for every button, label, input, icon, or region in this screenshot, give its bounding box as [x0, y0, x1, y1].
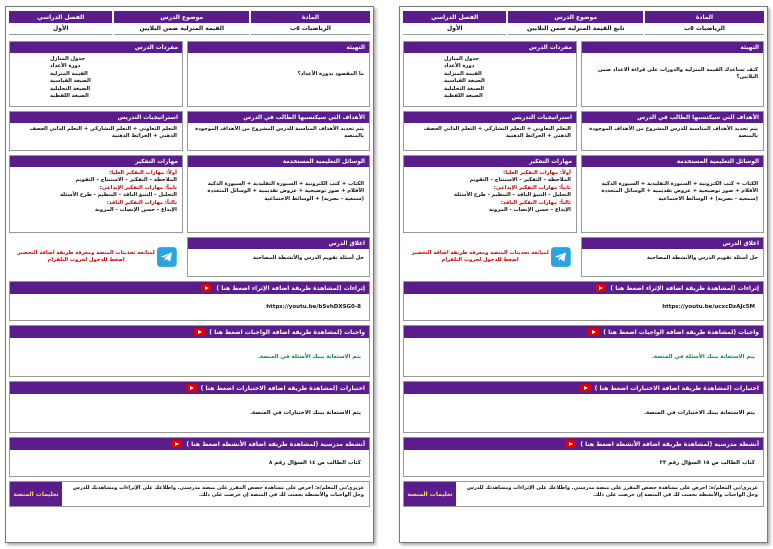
telegram-text[interactable]: لمتابعة تحديثات المنصة ومعرفة طريقة اضافة التحضير اضغط للدخول لجروب التلقرام — [17, 250, 155, 263]
closing-text: حل أسئلة تقويم الدرس والأنشطة المصاحبة — [252, 255, 364, 261]
youtube-icon[interactable] — [194, 328, 205, 336]
objectives-title: الأهداف التي سيكتسبها الطالب في الدرس — [582, 112, 763, 123]
enrichment-section — [403, 281, 764, 321]
subject-label: المادة — [645, 11, 764, 23]
intro-title: التهيئة — [188, 42, 369, 53]
tests-section — [9, 381, 370, 433]
enrichment-title[interactable] — [404, 282, 763, 294]
thinking-heading-3: ثالثاً: مهارات التفكير الناقد: — [106, 199, 177, 206]
topic-label: موضوع الدرس — [508, 11, 643, 23]
tests-text: يتم الاستعانة ببنك الاختبارات في المنصة. — [643, 410, 755, 416]
thinking-text-3: الإبداع – حسن الإنصات - المرونة — [94, 207, 177, 214]
vocab-item: جدول المنازل — [50, 56, 86, 62]
objectives-text: يتم تحديد الأهداف المناسبة للدرس المشروح من الأهداف الموجودة بالمنصة — [195, 126, 364, 140]
header-table — [9, 11, 370, 35]
activities-body — [404, 450, 763, 476]
homework-title[interactable] — [404, 326, 763, 338]
homework-title-text: واجبات (لمشاهدة طريقة اضافة الواجبات اضغط هنا ) — [209, 328, 365, 336]
vocab-item: الصيغة اللفظية — [50, 93, 89, 100]
aids-title: الوسائل التعليمية المستخدمة — [188, 156, 369, 167]
thinking-heading-1: أولاً: مهارات التفكير العليا: — [109, 170, 177, 176]
lesson-plan-page-right — [399, 6, 768, 543]
thinking-body — [404, 167, 576, 217]
enrichment-body — [404, 294, 763, 320]
objectives-text: يتم تحديد الأهداف المناسبة للدرس المشروح من الأهداف الموجودة بالمنصة — [589, 126, 758, 140]
vocab-item: الصيغة القياسية — [444, 78, 485, 85]
vocab-item: القيمة المنزلية — [444, 70, 482, 77]
tests-body — [10, 394, 369, 432]
strategies-title: استراتيجيات التدريس — [10, 112, 182, 123]
thinking-body — [10, 167, 182, 217]
vocab-list — [404, 53, 576, 103]
vocab-list — [10, 53, 182, 103]
homework-title[interactable] — [10, 326, 369, 338]
term-value: الأول — [9, 23, 112, 35]
thinking-heading-2: ثانياً: مهارات التفكير الإبداعي: — [99, 184, 177, 191]
intro-text: ما المقصود بدورة الأعداد؟ — [297, 71, 364, 77]
tests-body — [404, 394, 763, 432]
topic-value: تابع القيمة المنزلية ضمن البلايين — [508, 23, 643, 35]
thinking-text-3: الإبداع – حسن الإنصات - المرونة — [488, 207, 571, 214]
intro-title: التهيئة — [582, 42, 763, 53]
thinking-title: مهارات التفكير — [404, 156, 576, 167]
closing-box — [581, 237, 764, 277]
vocab-title: مفردات الدرس — [10, 42, 182, 53]
enrichment-title[interactable] — [10, 282, 369, 294]
header-table — [403, 11, 764, 35]
vocab-item: الصيغة التحليلية — [444, 85, 485, 92]
tests-section — [403, 381, 764, 433]
instructions-text: عزيزي/تي المعلم/ة: احرص على مشاهدة حصص المقرر على منصة مدرستي. واطلاعك على الإثراءات ومشاهدتك للدرس وحل الواجبات والأنشطة يحسب لك في المنصة إن حرصت على ذلك. — [72, 485, 364, 498]
youtube-icon[interactable] — [565, 440, 576, 448]
thinking-box — [9, 155, 183, 233]
thinking-heading-3: ثالثاً: مهارات التفكير الناقد: — [500, 199, 571, 206]
enrichment-section — [9, 281, 370, 321]
thinking-box — [403, 155, 577, 233]
aids-box — [581, 155, 764, 233]
activities-text: كتاب الطالب ص ١٤ السؤال رقم ٨ — [268, 460, 361, 466]
thinking-text-1: الملاحظة – التفكير – الاستنتاج – التقويم — [75, 177, 177, 184]
activities-title-text: أنشطة مدرسية (لمشاهدة طريقة اضافة الأنشطة اضغط هنا ) — [580, 440, 759, 448]
homework-section — [403, 325, 764, 377]
thinking-heading-2: ثانياً: مهارات التفكير الإبداعي: — [493, 184, 571, 191]
youtube-icon[interactable] — [171, 440, 182, 448]
vocab-item: الصيغة القياسية — [50, 78, 91, 85]
telegram-promo[interactable] — [403, 237, 577, 277]
activities-title-text: أنشطة مدرسية (لمشاهدة طريقة اضافة الأنشطة اضغط هنا ) — [186, 440, 365, 448]
objectives-box — [187, 111, 370, 151]
homework-text: يتم الاستعانة ببنك الأسئلة في المنصة. — [651, 354, 755, 360]
telegram-promo[interactable] — [9, 237, 183, 277]
closing-title: اغلاق الدرس — [582, 238, 763, 249]
homework-title-text: واجبات (لمشاهدة طريقة اضافة الواجبات اضغط هنا ) — [603, 328, 759, 336]
instructions-badge: تعليمات المنصة — [404, 482, 456, 506]
closing-title: اغلاق الدرس — [188, 238, 369, 249]
subject-label: المادة — [251, 11, 370, 23]
platform-instructions — [9, 481, 370, 507]
closing-text: حل أسئلة تقويم الدرس والأنشطة المصاحبة — [646, 255, 758, 261]
youtube-icon[interactable] — [595, 284, 606, 292]
youtube-icon[interactable] — [588, 328, 599, 336]
tests-title[interactable] — [10, 382, 369, 394]
vocab-item: القيمة المنزلية — [50, 70, 88, 77]
tests-title-text: اختبارات (لمشاهدة طريقة اضافة الاختبارات اضغط هنا ) — [200, 384, 365, 392]
enrichment-link[interactable]: https://youtu.be/bSvhDXSG0-8 — [266, 304, 361, 310]
vocab-box — [403, 41, 577, 107]
activities-section — [403, 437, 764, 477]
lesson-plan-page-left — [5, 6, 374, 543]
subject-value: الرياضيات ٥ب — [251, 23, 370, 35]
enrichment-title-text: إثراءات (لمشاهدة طريقة اضافة الإثراء اضغط هنا ) — [216, 284, 365, 292]
tests-text: يتم الاستعانة ببنك الاختبارات في المنصة. — [249, 410, 361, 416]
activities-title[interactable] — [10, 438, 369, 450]
youtube-icon[interactable] — [580, 384, 591, 392]
closing-box — [187, 237, 370, 277]
activities-body — [10, 450, 369, 476]
telegram-icon[interactable] — [551, 242, 571, 272]
strategies-box — [9, 111, 183, 151]
vocab-title: مفردات الدرس — [404, 42, 576, 53]
vocab-item: جدول المنازل — [444, 56, 480, 62]
term-label: الفصل الدراسي — [9, 11, 112, 23]
thinking-text-2: التحليل – التنبؤ الناقد – التنظيم - طرح الأسئلة — [60, 192, 177, 199]
youtube-icon[interactable] — [201, 284, 212, 292]
enrichment-title-text: إثراءات (لمشاهدة طريقة اضافة الإثراء اضغط هنا ) — [610, 284, 759, 292]
aids-title: الوسائل التعليمية المستخدمة — [582, 156, 763, 167]
thinking-text-1: الملاحظة – التفكير – الاستنتاج – التقويم — [469, 177, 571, 184]
activities-text: كتاب الطالب ص ١٥ السؤال رقم ٢٣ — [659, 460, 755, 466]
enrichment-link[interactable]: https://youtu.be/ucxcDzAJc5M — [662, 304, 755, 310]
strategies-box — [403, 111, 577, 151]
homework-body — [404, 338, 763, 376]
aids-box — [187, 155, 370, 233]
term-label: الفصل الدراسي — [403, 11, 506, 23]
tests-title[interactable] — [404, 382, 763, 394]
vocab-item: دورة الأعداد — [50, 63, 81, 70]
thinking-text-2: التحليل – التنبؤ الناقد – التنظيم - طرح الأسئلة — [454, 192, 571, 199]
thinking-title: مهارات التفكير — [10, 156, 182, 167]
aids-text: الكتاب + كتب الكترونية + السبورة التقليدية + السبورة الذكية الأقلام + صور توضيحية + عروض تقديمية + الوسائل المتعددة (سمعية - بصرية) + الوسائط الاجتماعية — [207, 181, 364, 202]
objectives-box — [581, 111, 764, 151]
vocab-box — [9, 41, 183, 107]
thinking-heading-1: أولاً: مهارات التفكير العليا: — [503, 170, 571, 176]
tests-title-text: اختبارات (لمشاهدة طريقة اضافة الاختبارات اضغط هنا ) — [594, 384, 759, 392]
instructions-text: عزيزي/تي المعلم/ة: احرص على مشاهدة حصص المقرر على منصة مدرستي. واطلاعك على الإثراءات ومشاهدتك للدرس وحل الواجبات والأنشطة يحسب لك في المنصة إن حرصت على ذلك. — [466, 485, 758, 498]
telegram-text[interactable]: لمتابعة تحديثات المنصة ومعرفة طريقة اضافة التحضير اضغط للدخول لجروب التلقرام — [411, 250, 549, 263]
platform-instructions — [403, 481, 764, 507]
aids-text: الكتاب + كتب الكترونية + السبورة التقليدية + السبورة الذكية الأقلام + صور توضيحية + عروض تقديمية + الوسائل المتعددة (سمعية - بصرية) + الوسائط الاجتماعية — [601, 181, 758, 202]
topic-value: القيمة المنزلية ضمن البلايين — [114, 23, 249, 35]
objectives-title: الأهداف التي سيكتسبها الطالب في الدرس — [188, 112, 369, 123]
intro-box — [581, 41, 764, 107]
intro-text: كيف تساعدك القيمة المنزلية والدورات على قراءة الاعداد ضمن البلايين؟ — [597, 67, 758, 81]
activities-section — [9, 437, 370, 477]
homework-section — [9, 325, 370, 377]
vocab-item: دورة الأعداد — [444, 63, 475, 70]
strategies-title: استراتيجيات التدريس — [404, 112, 576, 123]
homework-body — [10, 338, 369, 376]
subject-value: الرياضيات ٥ب — [645, 23, 764, 35]
telegram-icon[interactable] — [157, 242, 177, 272]
term-value: الأول — [403, 23, 506, 35]
vocab-item: الصيغة التحليلية — [50, 85, 91, 92]
enrichment-body — [10, 294, 369, 320]
topic-label: موضوع الدرس — [114, 11, 249, 23]
youtube-icon[interactable] — [186, 384, 197, 392]
strategies-text: التعلم التعاوني + التعلم التشاركي + التعلم الذاتي العصف الذهني + الخرائط الذهنية — [29, 126, 177, 140]
instructions-badge: تعليمات المنصة — [10, 482, 62, 506]
strategies-text: التعلم التعاوني + التعلم التشاركي + التعلم الذاتي العصف الذهني + الخرائط الذهنية — [423, 126, 571, 140]
homework-text: يتم الاستعانة ببنك الأسئلة في المنصة. — [257, 354, 361, 360]
intro-box — [187, 41, 370, 107]
vocab-item: الصيغة اللفظية — [444, 93, 483, 100]
activities-title[interactable] — [404, 438, 763, 450]
